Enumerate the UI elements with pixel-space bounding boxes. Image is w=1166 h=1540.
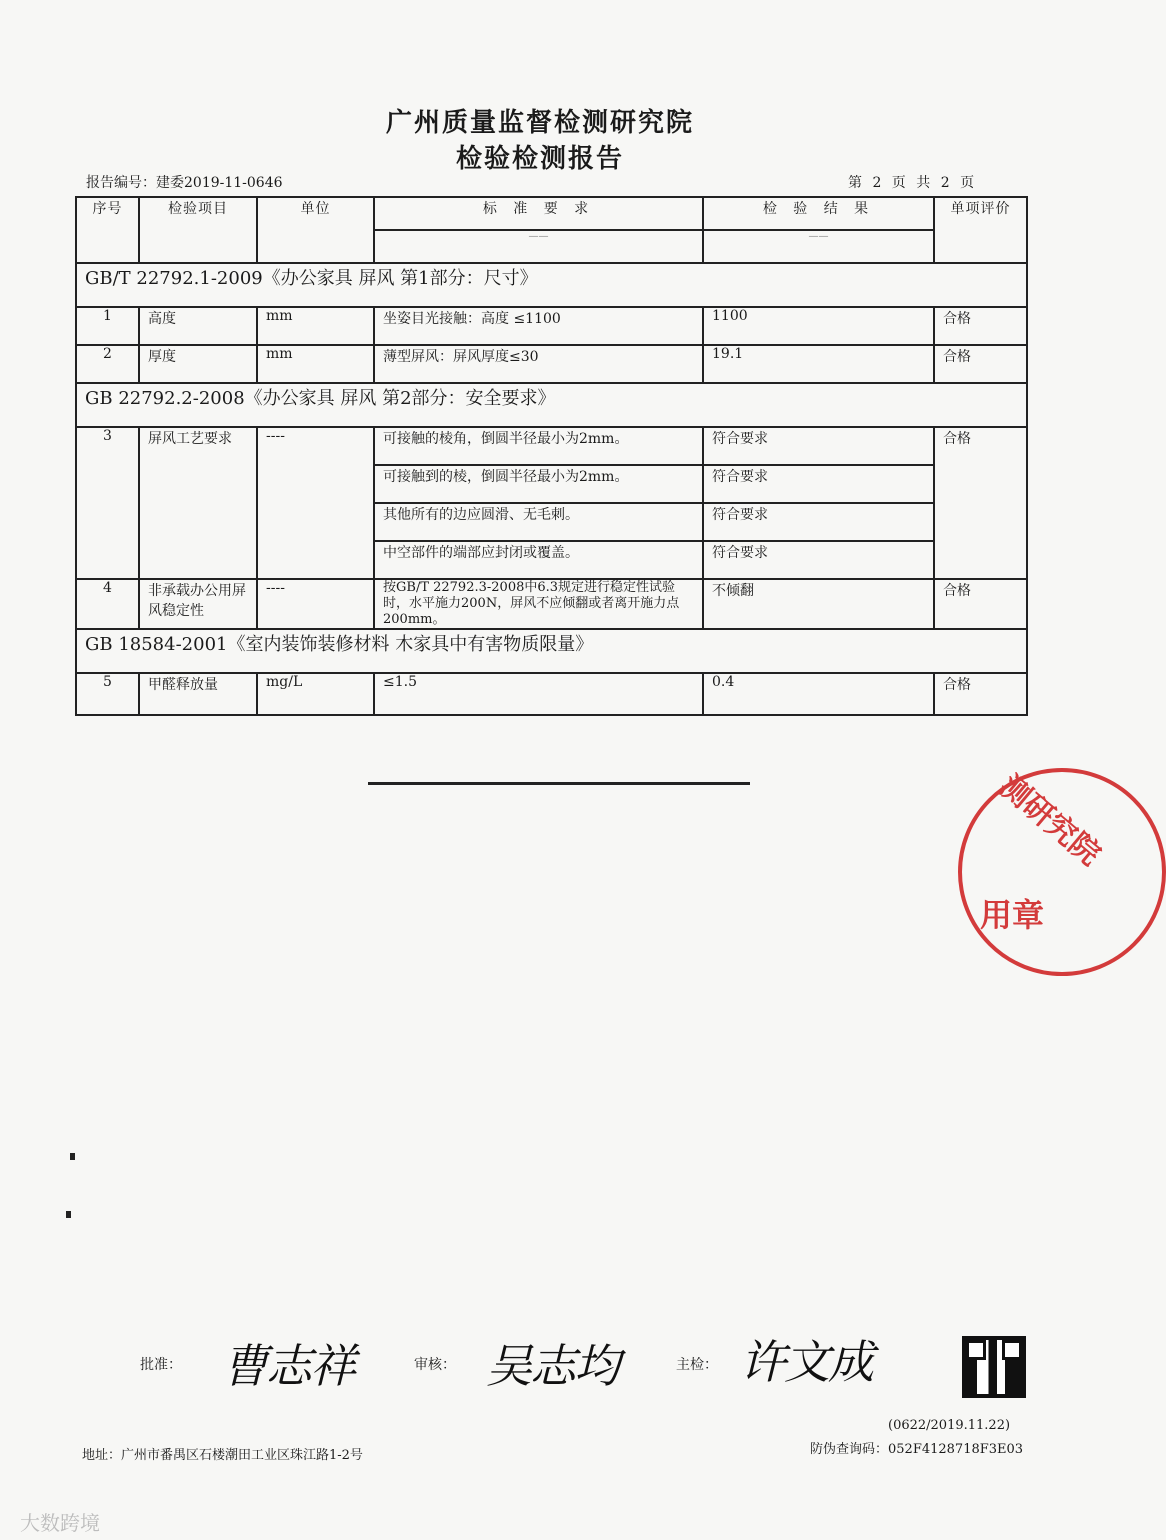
- approve-label: 批准：: [140, 1357, 182, 1373]
- inspect-label: 主检：: [676, 1357, 718, 1373]
- row-no: 4: [76, 579, 139, 629]
- row-result: 符合要求: [703, 503, 934, 541]
- report-number: 报告编号：建委2019-11-0646: [86, 175, 283, 191]
- row-no: 1: [76, 307, 139, 345]
- row-requirement: 薄型屏风：屏风厚度≤30: [374, 345, 703, 383]
- row-requirement: 可接触到的棱，倒圆半径最小为2mm。: [374, 465, 703, 503]
- review-label: 审核：: [414, 1357, 456, 1373]
- row-evaluation: 合格: [934, 427, 1027, 579]
- row-no: 3: [76, 427, 139, 579]
- institute-title: 广州质量监督检测研究院: [385, 108, 694, 138]
- row-item: 厚度: [139, 345, 257, 383]
- row-result: 不倾翻: [703, 579, 934, 629]
- row-requirement: 中空部件的端部应封闭或覆盖。: [374, 541, 703, 579]
- end-rule: [368, 782, 750, 785]
- row-unit: ----: [257, 427, 374, 579]
- scan-dot: [70, 1153, 75, 1160]
- address: 地址：广州市番禺区石楼潮田工业区珠江路1-2号: [82, 1448, 363, 1463]
- standard-heading: GB/T 22792.1-2009《办公家具 屏风 第1部分：尺寸》: [76, 263, 1027, 307]
- row-unit: ----: [257, 579, 374, 629]
- review-signature: 吴志均: [486, 1339, 618, 1393]
- approve-signature: 曹志祥: [222, 1339, 354, 1393]
- row-evaluation: 合格: [934, 673, 1027, 715]
- col-evaluation: 单项评价: [934, 197, 1027, 263]
- col-unit: 单位: [257, 197, 374, 263]
- row-evaluation: 合格: [934, 345, 1027, 383]
- standard-heading: GB 18584-2001《室内装饰装修材料 木家具中有害物质限量》: [76, 629, 1027, 673]
- col-seq: 序号: [76, 197, 139, 263]
- row-requirement: ≤1.5: [374, 673, 703, 715]
- seal-text-bottom: 用章: [980, 896, 1045, 934]
- report-title: 检验检测报告: [455, 144, 624, 174]
- row-result: 19.1: [703, 345, 934, 383]
- row-requirement: 按GB/T 22792.3-2008中6.3规定进行稳定性试验时，水平施力200N，屏风不应倾翻或者离开施力点200mm。: [374, 579, 703, 629]
- row-requirement: 其他所有的边应圆滑、无毛刺。: [374, 503, 703, 541]
- row-result: 符合要求: [703, 465, 934, 503]
- qr-code-icon: [962, 1336, 1026, 1398]
- col-result-sub: ——: [703, 230, 934, 263]
- results-table: [75, 196, 1028, 716]
- row-unit: mm: [257, 345, 374, 383]
- row-item: 高度: [139, 307, 257, 345]
- row-result: 符合要求: [703, 427, 934, 465]
- row-unit: mg/L: [257, 673, 374, 715]
- row-item: 非承载办公用屏风稳定性: [139, 579, 257, 629]
- inspect-signature: 许文成: [740, 1335, 872, 1389]
- row-evaluation: 合格: [934, 307, 1027, 345]
- row-result: 0.4: [703, 673, 934, 715]
- seal-text-top: 测研究院: [992, 768, 1107, 873]
- col-item: 检验项目: [139, 197, 257, 263]
- col-result: 检 验 结 果: [703, 197, 934, 230]
- row-requirement: 可接触的棱角，倒圆半径最小为2mm。: [374, 427, 703, 465]
- col-standard: 标 准 要 求: [374, 197, 703, 230]
- page-info: 第 2 页 共 2 页: [848, 175, 978, 191]
- row-item: 屏风工艺要求: [139, 427, 257, 579]
- row-unit: mm: [257, 307, 374, 345]
- row-evaluation: 合格: [934, 579, 1027, 629]
- official-seal: [958, 768, 1166, 976]
- scan-dot: [66, 1211, 71, 1218]
- row-result: 符合要求: [703, 541, 934, 579]
- col-standard-sub: ——: [374, 230, 703, 263]
- report-code: (0622/2019.11.22): [888, 1418, 1011, 1433]
- watermark: 大数跨境: [20, 1511, 100, 1535]
- row-result: 1100: [703, 307, 934, 345]
- row-no: 5: [76, 673, 139, 715]
- row-requirement: 坐姿目光接触：高度 ≤1100: [374, 307, 703, 345]
- standard-heading: GB 22792.2-2008《办公家具 屏风 第2部分：安全要求》: [76, 383, 1027, 427]
- row-no: 2: [76, 345, 139, 383]
- row-item: 甲醛释放量: [139, 673, 257, 715]
- anti-fake-code: 防伪查询码：052F4128718F3E03: [810, 1442, 1024, 1457]
